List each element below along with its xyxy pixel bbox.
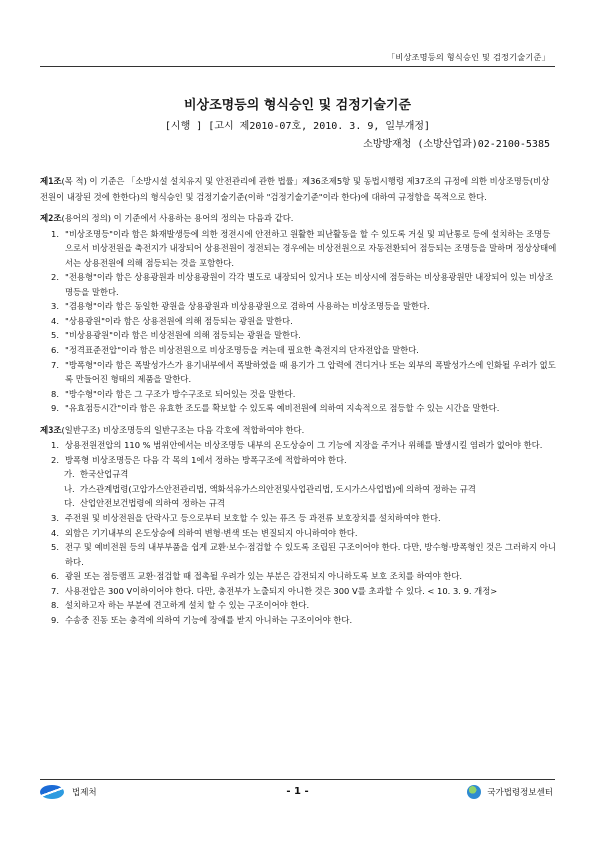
item-text: 외함은 기기내부의 온도상승에 의하여 변형·변색 또는 변질되지 아니하여야 한다. xyxy=(65,527,358,538)
item-number: 1. xyxy=(51,228,59,239)
list-item xyxy=(40,526,557,541)
item-number: 6. xyxy=(51,571,59,582)
department-contact: 소방방재청 (소방산업과)02-2100-5385 xyxy=(363,139,550,150)
item-number: 8. xyxy=(51,388,59,399)
sub-item xyxy=(64,496,557,511)
item-text: 주전원 및 비상전원을 단락사고 등으로부터 보호할 수 있는 퓨즈 등 과전류 보호장치를 설치하여야 한다. xyxy=(65,513,441,524)
list-item xyxy=(40,328,557,343)
article-text: (용어의 정의) 이 기준에서 사용하는 용어의 정의는 다음과 같다. xyxy=(61,213,294,224)
item-number: 2. xyxy=(51,454,59,465)
list-item xyxy=(40,299,557,314)
item-text: "상용광원"이라 함은 상용전원에 의해 점등되는 광원을 말한다. xyxy=(65,315,293,326)
item-text: "비상용광원"이라 함은 비상전원에 의해 점등되는 광원을 말한다. xyxy=(65,330,301,341)
item-number: 9. xyxy=(51,403,59,414)
article-text: (일반구조) 비상조명등의 일반구조는 다음 각호에 적합하여야 한다. xyxy=(61,424,305,435)
item-text: "정격표준전압"이라 함은 비상전원으로 비상조명등을 켜는데 필요한 축전지의 단자전압을 말한다. xyxy=(65,345,419,356)
item-text: 방폭형 비상조명등은 다음 각 목의 1에서 정하는 방폭구조에 적합하여야 한다. xyxy=(65,454,347,465)
sub-item-text: 가스관계법령(고압가스안전관리법, 액화석유가스의안전및사업관리법, 도시가스사업법)에 의하여 정하는 규격 xyxy=(80,483,476,494)
item-text: "겸용형"이라 함은 동일한 광원을 상용광원과 비상용광원으로 겸하여 사용하는 비상조명등을 말한다. xyxy=(65,301,430,312)
item-number: 7. xyxy=(51,585,59,596)
list-item xyxy=(40,438,557,453)
list-item xyxy=(40,401,557,416)
item-text: "방수형"이라 함은 그 구조가 방수구조로 되어있는 것을 말한다. xyxy=(65,388,296,399)
item-number: 9. xyxy=(51,614,59,625)
footer-right xyxy=(467,785,553,799)
item-number: 1. xyxy=(51,440,59,451)
sub-item-text: 산업안전보건법령에 의하여 정하는 규격 xyxy=(80,498,225,509)
item-number: 5. xyxy=(51,542,59,553)
item-text: 설치하고자 하는 부분에 견고하게 설치 할 수 있는 구조이어야 한다. xyxy=(65,600,310,611)
item-number: 5. xyxy=(51,330,59,341)
document-title: 비상조명등의 형식승인 및 검정기술기준 xyxy=(183,98,412,113)
requirement-list xyxy=(40,438,557,627)
item-number: 7. xyxy=(51,359,59,370)
sub-item-number: 나. xyxy=(64,483,75,494)
list-item xyxy=(40,227,557,271)
item-number: 6. xyxy=(51,345,59,356)
article-text: (목 적) 이 기준은 「소방시설 설치유지 및 안전관리에 관한 법률」제36조제5항 및 동법시행령 제37조의 규정에 의한 비상조명등(비상전원이 내장된 것에 한한다)의 형식승인 및 검정기술기준(이하 "검정기술기준"이라 한다)에 대하여 규정함을 목적으로 한다. xyxy=(40,176,550,202)
list-item xyxy=(40,358,557,387)
item-text: 사용전압은 300 V이하이어야 한다. 다만, 충전부가 노출되지 아니한 것은 300 V를 초과할 수 있다. < 10. 3. 9. 개정> xyxy=(65,585,498,596)
header-divider xyxy=(40,66,555,67)
sub-item xyxy=(64,467,557,482)
article-heading: 제1조 xyxy=(40,177,62,187)
list-item xyxy=(40,598,557,613)
article-heading: 제3조 xyxy=(40,425,62,436)
document-body xyxy=(40,174,557,634)
item-text: "유효점등시간"이라 함은 유효한 조도를 확보할 수 있도록 예비전원에 의하여 지속적으로 점등할 수 있는 시간을 말한다. xyxy=(65,403,500,414)
list-item xyxy=(40,453,557,468)
page-number: - 1 - xyxy=(286,786,309,797)
list-item xyxy=(40,511,557,526)
article-heading: 제2조 xyxy=(40,214,62,225)
article-3 xyxy=(40,423,557,628)
item-text: 상용전원전압의 110 % 범위안에서는 비상조명등 내부의 온도상승이 그 기능에 지장을 주거나 위해를 발생시킬 염려가 없어야 한다. xyxy=(65,440,543,451)
item-number: 2. xyxy=(51,272,59,283)
list-item xyxy=(40,584,557,599)
sub-item-text: 한국산업규격 xyxy=(80,469,129,480)
item-text: "방폭형"이라 함은 폭발성가스가 용기내부에서 폭발하였을 때 용기가 그 압력에 견디거나 또는 외부의 폭발성가스에 인화될 우려가 없도록 만들어진 형태의 제품을 말한다. xyxy=(65,359,556,385)
definition-list xyxy=(40,227,557,416)
item-text: "전용형"이라 함은 상용광원과 비상용광원이 각각 별도로 내장되어 있거나 또는 비상시에 점등하는 비상용광원만 내장되어 있는 비상조명등을 말한다. xyxy=(65,272,554,297)
list-item xyxy=(40,343,557,358)
sub-item-number: 다. xyxy=(64,498,75,509)
footer-right-label: 국가법령정보센터 xyxy=(487,788,553,798)
item-text: 전구 및 예비전원 등의 내부부품을 쉽게 교환·보수·점검할 수 있도록 조립된 구조이어야 한다. 다만, 방수형·방폭형인 것은 그러하지 아니하다. xyxy=(65,542,556,567)
list-item xyxy=(40,314,557,329)
item-number: 3. xyxy=(51,301,59,312)
footer-divider xyxy=(40,779,555,780)
item-number: 8. xyxy=(51,600,59,611)
law-center-logo-icon xyxy=(467,785,481,799)
sub-item-number: 가. xyxy=(64,469,75,480)
list-item xyxy=(40,387,557,402)
item-number: 3. xyxy=(51,513,59,524)
enactment-info: [시행 ] [고시 제2010-07호, 2010. 3. 9, 일부개정] xyxy=(164,121,431,132)
sub-item xyxy=(64,482,557,497)
running-header: 「비상조명등의 형식승인 및 검정기술기준」 xyxy=(386,52,550,62)
article-2 xyxy=(40,211,557,416)
list-item xyxy=(40,613,557,628)
item-text: 수송중 진동 또는 충격에 의하여 기능에 장애를 받지 아니하는 구조이어야 한다. xyxy=(65,614,353,625)
list-item xyxy=(40,569,557,584)
item-number: 4. xyxy=(51,527,59,538)
article-1 xyxy=(40,174,557,204)
list-item xyxy=(40,540,557,569)
item-text: 광원 또는 점등램프 교환·점검할 때 접촉될 우려가 있는 부분은 감전되지 아니하도록 보호 조치를 하여야 한다. xyxy=(65,571,463,582)
item-number: 4. xyxy=(51,315,59,326)
list-item xyxy=(40,270,557,299)
item-text: "비상조명등"이라 함은 화재발생등에 의한 정전시에 안전하고 원활한 피난활동을 할 수 있도록 거실 및 피난통로 등에 설치하는 조명등으로서 비상전원을 축전지가 내장되어 상용전원이 정전되는 경우에는 비상전원으로 자동전환되어 점등되는 조명등을 말하며 정상상태에서는 상용전원에 의해 점등되는 것을 포함한다. xyxy=(65,228,557,268)
footer-left-label: 법제처 xyxy=(72,788,97,798)
